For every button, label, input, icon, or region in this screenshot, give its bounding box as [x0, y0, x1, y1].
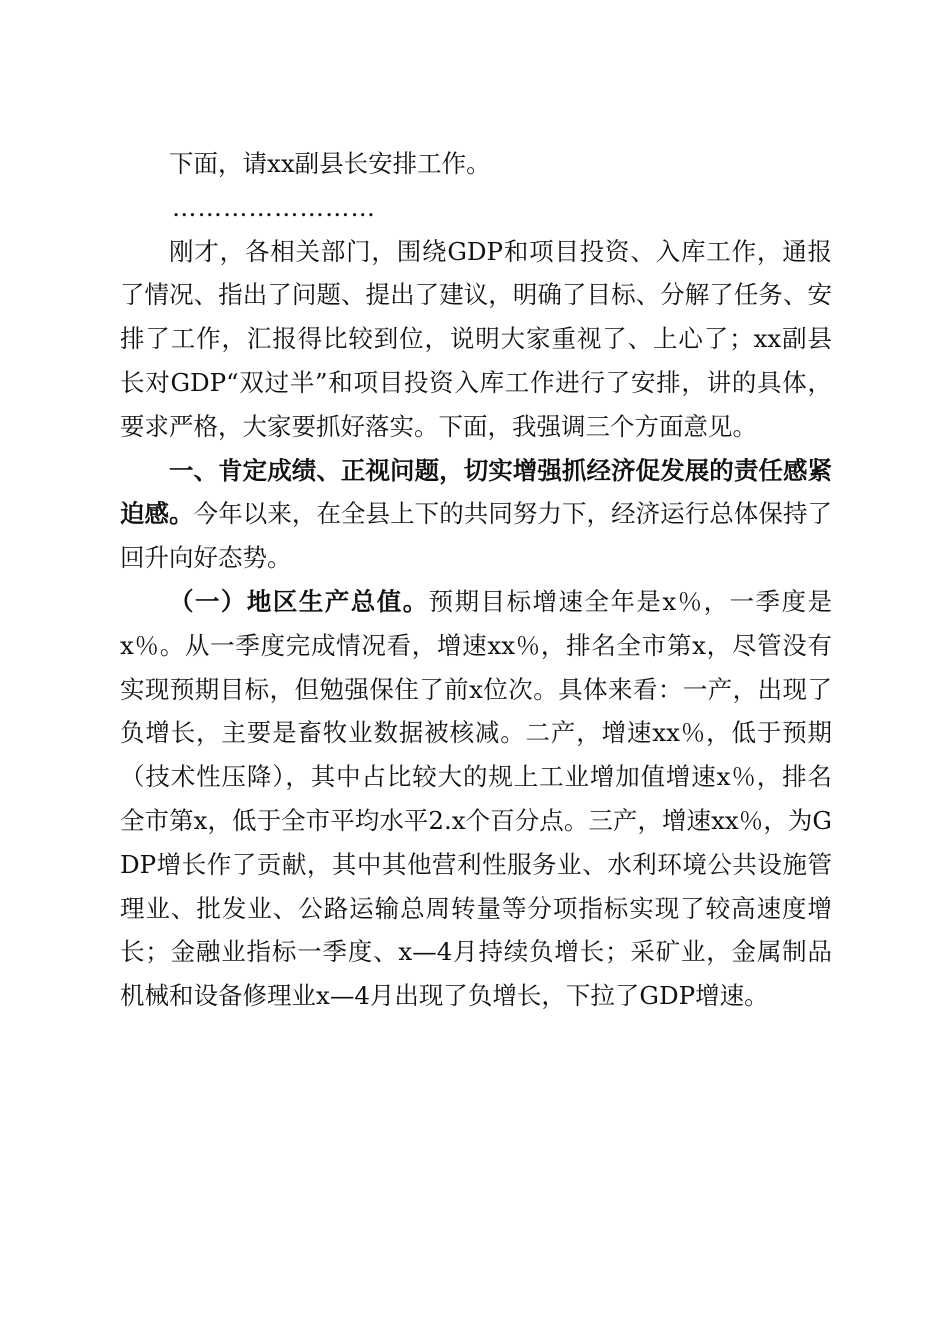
section-one-body: 今年以来，在全县上下的共同努力下，经济运行总体保持了回升向好态势。: [120, 499, 833, 573]
gdp-subheading: （一）地区生产总值。: [169, 586, 429, 616]
gdp-body: 预期目标增速全年是x％，一季度是x％。从一季度完成情况看，增速xx％，排名全市第x，尽管没有实现预期目标，但勉强保住了前x位次。具体来看：一产，出现了负增长，主要是畜牧业数据被核减。二产，增速xx％，低于预期（技术性压降），其中占比较大的规上工业增加值增速x％，排名全市第x，低于全市平均水平2.x个百分点。三产，增速xx％，为GDP增长作了贡献，其中其他营利性服务业、水利环境公共设施管理业、批发业、公路运输总周转量等分项指标实现了较高速度增长；金融业指标一季度、x—4月持续负增长；采矿业，金属制品机械和设备修理业x—4月出现了负增长，下拉了GDP增速。: [120, 586, 832, 1011]
ellipsis-separator: ……………………: [172, 192, 376, 222]
section-one-heading: 一、肯定成绩、正视问题，切实增强抓经济促发展的责任感紧迫感。: [120, 455, 832, 529]
paragraph-section-one: [120, 449, 832, 580]
document-body: [120, 142, 832, 1018]
paragraph-summary: 刚才，各相关部门，围绕GDP和项目投资、入库工作，通报了情况、指出了问题、提出了建议，明确了目标、分解了任务、安排了工作，汇报得比较到位，说明大家重视了、上心了；xx副县长对GDP“双过半”和项目投资入库工作进行了安排，讲的具体，要求严格，大家要抓好落实。下面，我强调三个方面意见。: [120, 236, 832, 441]
paragraph-gdp: [120, 580, 832, 1018]
paragraph-arrangement: 下面，请xx副县长安排工作。: [169, 149, 491, 178]
